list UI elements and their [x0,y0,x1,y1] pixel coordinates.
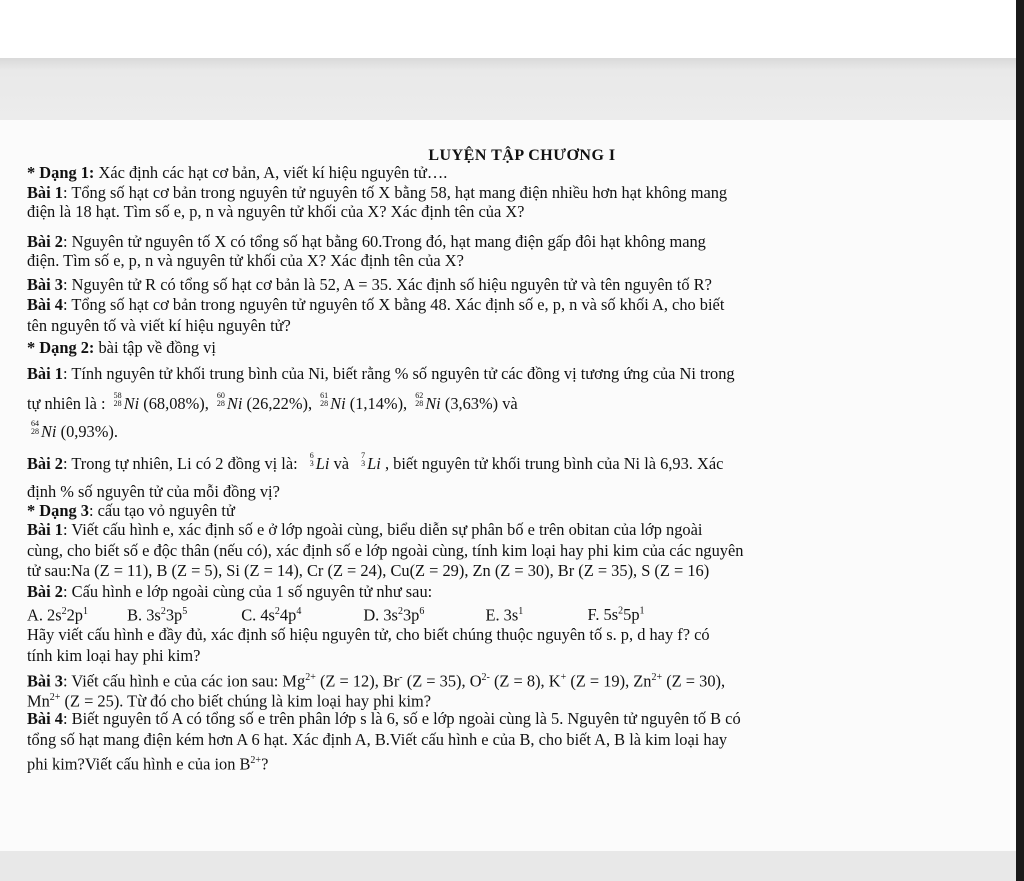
section-dang-3-heading: * Dạng 3: cấu tạo vỏ nguyên tử [27,501,235,520]
d3-bai-2-options: A. $2s^22p^1$ B. $3s^23p^5$ C. $4s^24p^4$ D. $3s^23p^6$ E. $3s^1$ F. $5s^25p^1$ [27,605,645,625]
d2-bai-1-isotope-last: 64 28 Ni (0,93%). [27,422,118,441]
d3-bai-3-line2: $Mn^{2+}$ (Z = 25). Từ đó cho biết chúng là kim loại hay phi kim? [27,691,432,711]
d3-bai-4-line2: tổng số hạt mang điện kém hơn A 6 hạt. Xác định A, B.Viết cấu hình e của B, cho biết A, B là kim loại hay [27,730,728,749]
d1-bai-3: Bài 3: Nguyên tử R có tổng số hạt cơ bản là 52, A = 35. Xác định số hiệu nguyên tử và tên nguyên tố R? [27,275,712,294]
d3-bai-2-line3: Hãy viết cấu hình e đầy đủ, xác định số hiệu nguyên tử, cho biết chúng thuộc nguyên tố s. p, d hay f? có [27,625,710,644]
isotope-li-6: 6 3 Li [309,451,330,473]
isotope-ni-60: 60 28 Ni [216,391,243,413]
d3-bai-2: Bài 2: Cấu hình e lớp ngoài cùng của 1 số nguyên tử như sau: [27,582,433,601]
top-margin [0,0,1024,58]
isotope-li-7: 7 3 Li [361,451,381,473]
d1-bai-4: Bài 4: Tổng số hạt cơ bản trong nguyên tử nguyên tố X bằng 48. Xác định số e, p, n và số khối A, cho biết [27,295,725,314]
isotope-ni-58: 58 28 Ni [113,391,140,413]
isotope-ni-62: 62 28 Ni [415,391,441,413]
d3-bai-3: Bài 3: Viết cấu hình e của các ion sau: $Mg^{2+}$ (Z = 12), Br- (Z = 35), $O^{2-}$ (Z = 8), K+ (Z = 19), $Zn^{2+}$ (Z = 30), [27,671,726,691]
d1-bai-2: Bài 2: Nguyên tử nguyên tố X có tổng số hạt bằng 60.Trong đó, hạt mang điện gấp đôi hạt không mang [27,232,706,251]
d1-bai-1: Bài 1: Tổng số hạt cơ bản trong nguyên tử nguyên tố X bằng 58, hạt mang điện nhiều hơn hạt không mang [27,183,728,202]
d3-bai-1: Bài 1: Viết cấu hình e, xác định số e ở lớp ngoài cùng, biểu diễn sự phân bố e trên obitan của lớp ngoài [27,520,703,539]
d3-bai-4: Bài 4: Biết nguyên tố A có tổng số e trên phân lớp s là 6, số e lớp ngoài cùng là 5. Nguyên tử nguyên tố B có [27,709,741,728]
d3-bai-2-line4: tính kim loại hay phi kim? [27,646,201,665]
page-title: LUYỆN TẬP CHƯƠNG I [428,147,616,164]
right-edge [1016,0,1024,881]
d1-bai-4-line2: tên nguyên tố và viết kí hiệu nguyên tử? [27,316,291,335]
section-dang-2-heading: * Dạng 2: bài tập về đồng vị [27,338,216,357]
bottom-band [0,851,1016,881]
d3-bai-1-line3: tử sau:Na (Z = 11), B (Z = 5), Si (Z = 14), Cr (Z = 24), Cu(Z = 29), Zn (Z = 30), Br (Z = 35), S (Z = 16) [27,561,710,580]
isotope-ni-61: 61 28 Ni [320,391,346,413]
d3-bai-1-line2: cùng, cho biết số e độc thân (nếu có), xác định số e lớp ngoài cùng, tính kim loại hay phi kim của các nguyên [27,541,744,560]
d1-bai-1-line2: điện là 18 hạt. Tìm số e, p, n và nguyên tử khối của X? Xác định tên của X? [27,202,525,221]
document-page [0,120,1016,851]
d2-bai-2: Bài 2: Trong tự nhiên, Li có 2 đồng vị là: 6 3 Li và 7 3 Li , biết nguyên tử khối trung bình của Ni là 6,93. Xác [27,451,724,473]
d2-bai-1-isotopes: tự nhiên là : 58 28 Ni (68,08%), 60 28 Ni (26,22%), 61 28 Ni (1,14%), 62 28 Ni (3,63%) và [27,391,518,413]
isotope-ni-64: 64 28 Ni [31,419,57,441]
d3-bai-4-line3: phi kim?Viết cấu hình e của ion $B^{2+}$? [27,754,269,774]
d2-bai-2-line2: định % số nguyên tử của mỗi đồng vị? [27,482,280,501]
d1-bai-2-line2: điện. Tìm số e, p, n và nguyên tử khối của X? Xác định tên của X? [27,251,464,270]
d2-bai-1: Bài 1: Tính nguyên tử khối trung bình của Ni, biết rằng % số nguyên tử các đồng vị tương ứng của Ni trong [27,364,735,383]
gray-band [0,58,1024,120]
section-dang-1-heading: * Dạng 1: Xác định các hạt cơ bản, A, viết kí hiệu nguyên tử…. [27,163,448,182]
